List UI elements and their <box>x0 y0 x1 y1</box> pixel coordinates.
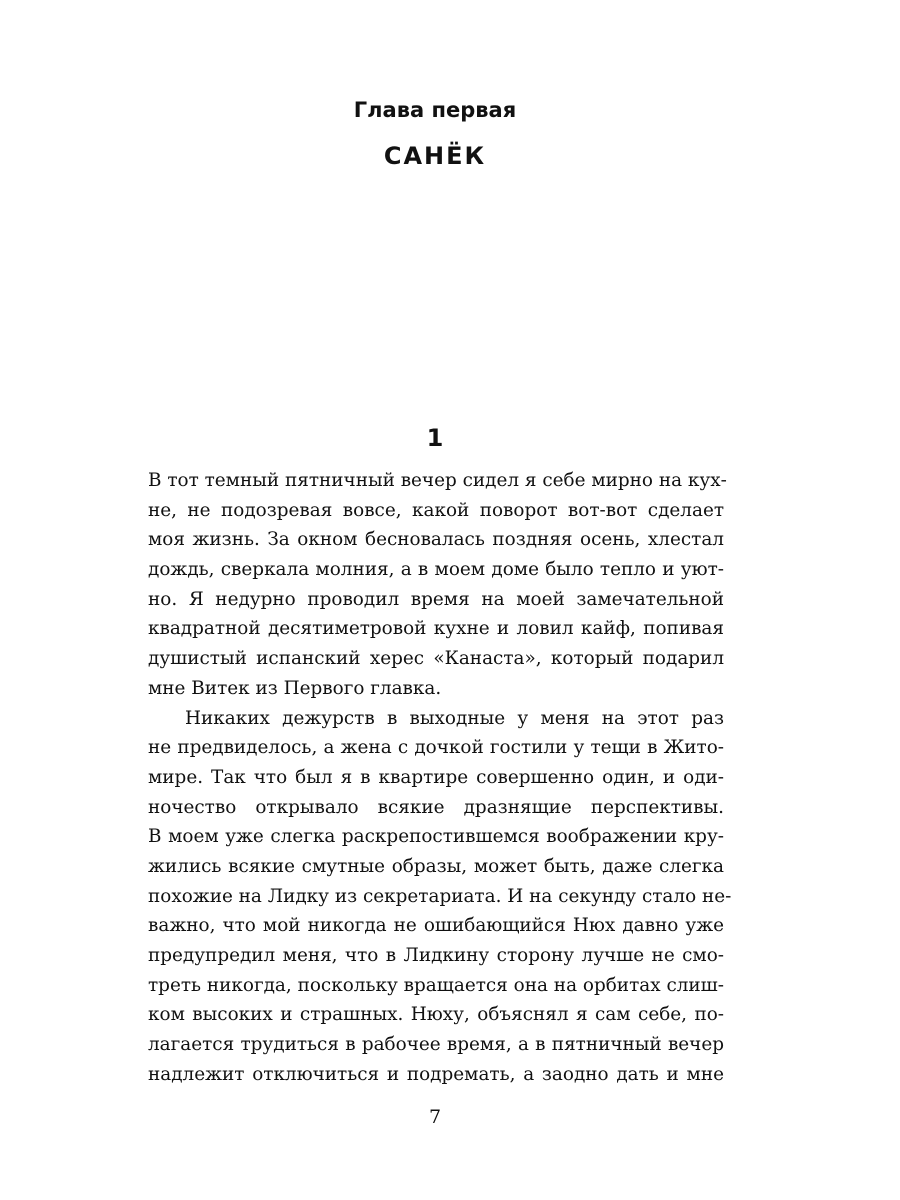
text-line: ком высоких и страшных. Нюху, объяснял я сам себе, по- <box>148 1004 724 1026</box>
text-line: предупредил меня, что в Лидкину сторону лучше не смо- <box>148 945 724 966</box>
text-line: мире. Так что был я в квартире совершенно один, и оди- <box>148 766 724 788</box>
text-line: квадратной десятиметровой кухне и ловил кайф, попивая <box>148 618 724 640</box>
text-line: В моем уже слегка раскрепостившемся воображении кру- <box>148 826 724 848</box>
text-line: дождь, сверкала молния, а в моем доме было тепло и уют- <box>148 559 724 581</box>
page-number: 7 <box>428 1106 442 1128</box>
paragraph-1 <box>148 466 727 704</box>
text-line: Никаких дежурств в выходные у меня на этот раз <box>185 707 724 729</box>
text-line: не предвиделось, а жена с дочкой гостили у тещи в Жито- <box>148 737 724 759</box>
text-line: жились всякие смутные образы, может быть, даже слегка <box>148 855 724 877</box>
chapter-title: САНЁК <box>383 142 487 170</box>
section-number: 1 <box>426 424 444 452</box>
text-line: мне Витек из Первого главка. <box>148 677 442 699</box>
paragraph-2 <box>148 704 732 1090</box>
text-line: душистый испанский херес «Канаста», который подарил <box>148 648 724 670</box>
text-line: не, не подозревая вовсе, какой поворот вот-вот сделает <box>148 499 724 521</box>
text-line: важно, что мой никогда не ошибающийся Нюх давно уже <box>148 915 724 937</box>
text-line: ночество открывало всякие дразнящие перспективы. <box>148 796 724 818</box>
text-line: похожие на Лидку из секретариата. И на секунду стало не- <box>148 885 732 907</box>
text-line: треть никогда, поскольку вращается она на орбитах слиш- <box>148 974 724 996</box>
text-line: В тот темный пятничный вечер сидел я себе мирно на кух- <box>148 470 727 491</box>
body-text <box>148 466 732 1089</box>
text-line: лагается трудиться в рабочее время, а в пятничный вечер <box>148 1034 724 1056</box>
text-line: моя жизнь. За окном бесновалась поздняя осень, хлестал <box>148 529 724 551</box>
text-line: надлежит отключиться и подремать, а заодно дать и мне <box>148 1063 724 1085</box>
text-line: но. Я недурно проводил время на моей замечательной <box>148 588 724 610</box>
chapter-label: Глава первая <box>353 98 517 122</box>
